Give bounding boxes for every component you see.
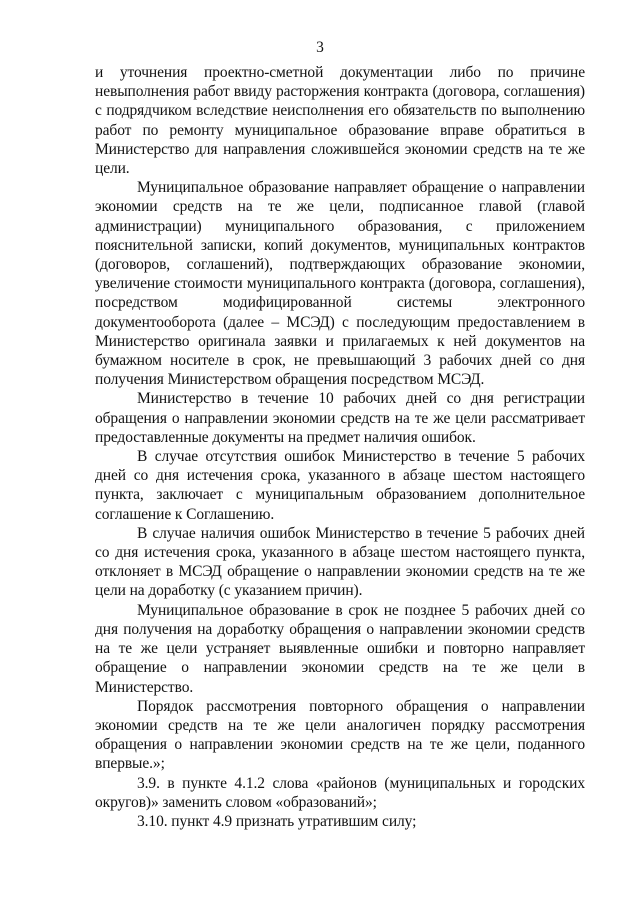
- paragraph-ministry-review: Министерство в течение 10 рабочих дней со дня регистрации обращения о направлении экономии средств на те же цели рассматривает предоставленные документы на предмет наличия ошибок.: [95, 390, 585, 446]
- paragraph-errors-found: В случае наличия ошибок Министерство в течение 5 рабочих дней со дня истечения срока, указанного в абзаце шестом настоящего пункта, отклоняет в МСЭД обращение о направлении экономии средств на те же цели на доработку (с указанием причин).: [95, 524, 585, 600]
- paragraph-no-errors: В случае отсутствия ошибок Министерство в течение 5 рабочих дней со дня истечения срока, указанного в абзаце шестом настоящего пункта, заключает с муниципальным образованием дополнительное соглашение к Соглашению.: [95, 448, 585, 523]
- page-number: 3: [316, 39, 324, 56]
- paragraph-item-3-10: 3.10. пункт 4.9 признать утратившим силу;: [137, 812, 417, 830]
- paragraph-resubmission: Муниципальное образование в срок не позднее 5 рабочих дней со дня получения на доработку обращения о направлении экономии средств на те же цели устраняет выявленные ошибки и повторно направляет обращение о направлении экономии средств на те же цели в Министерство.: [95, 601, 585, 696]
- paragraph-appeal-submission: Муниципальное образование направляет обращение о направлении экономии средств на те же цели, подписанное главой (главой администрации) муниципального образования, с приложением пояснительной записки, копий документов, муниципальных контрактов (договоров, соглашений), подтверждающих образование экономии, увеличение стоимости муниципального контракта (договора, соглашения), посредством модифицированной системы электронного документооборота (далее – МСЭД) с последующим предоставлением в Министерство оригинала заявки и прилагаемых к ней документов на бумажном носителе в срок, не превышающий 3 рабочих дней со дня получения Министерством обращения посредством МСЭД.: [95, 179, 585, 389]
- paragraph-continuation: и уточнения проектно-сметной документации либо по причине невыполнения работ ввиду расторжения контракта (договора, соглашения) с подрядчиком вследствие неисполнения его обязательств по выполнению работ по ремонту муниципальное образование вправе обратиться в Министерство для направления сложившейся экономии средств на те же цели.: [95, 64, 585, 178]
- paragraph-repeat-procedure: Порядок рассмотрения повторного обращения о направлении экономии средств на те же цели аналогичен порядку рассмотрения обращения о направлении экономии средств на те же цели, поданного впервые.»;: [95, 697, 585, 773]
- document-body: [95, 63, 585, 831]
- paragraph-item-3-9: 3.9. в пункте 4.1.2 слова «районов (муниципальных и городских округов)» заменить словом «образований»;: [95, 774, 585, 811]
